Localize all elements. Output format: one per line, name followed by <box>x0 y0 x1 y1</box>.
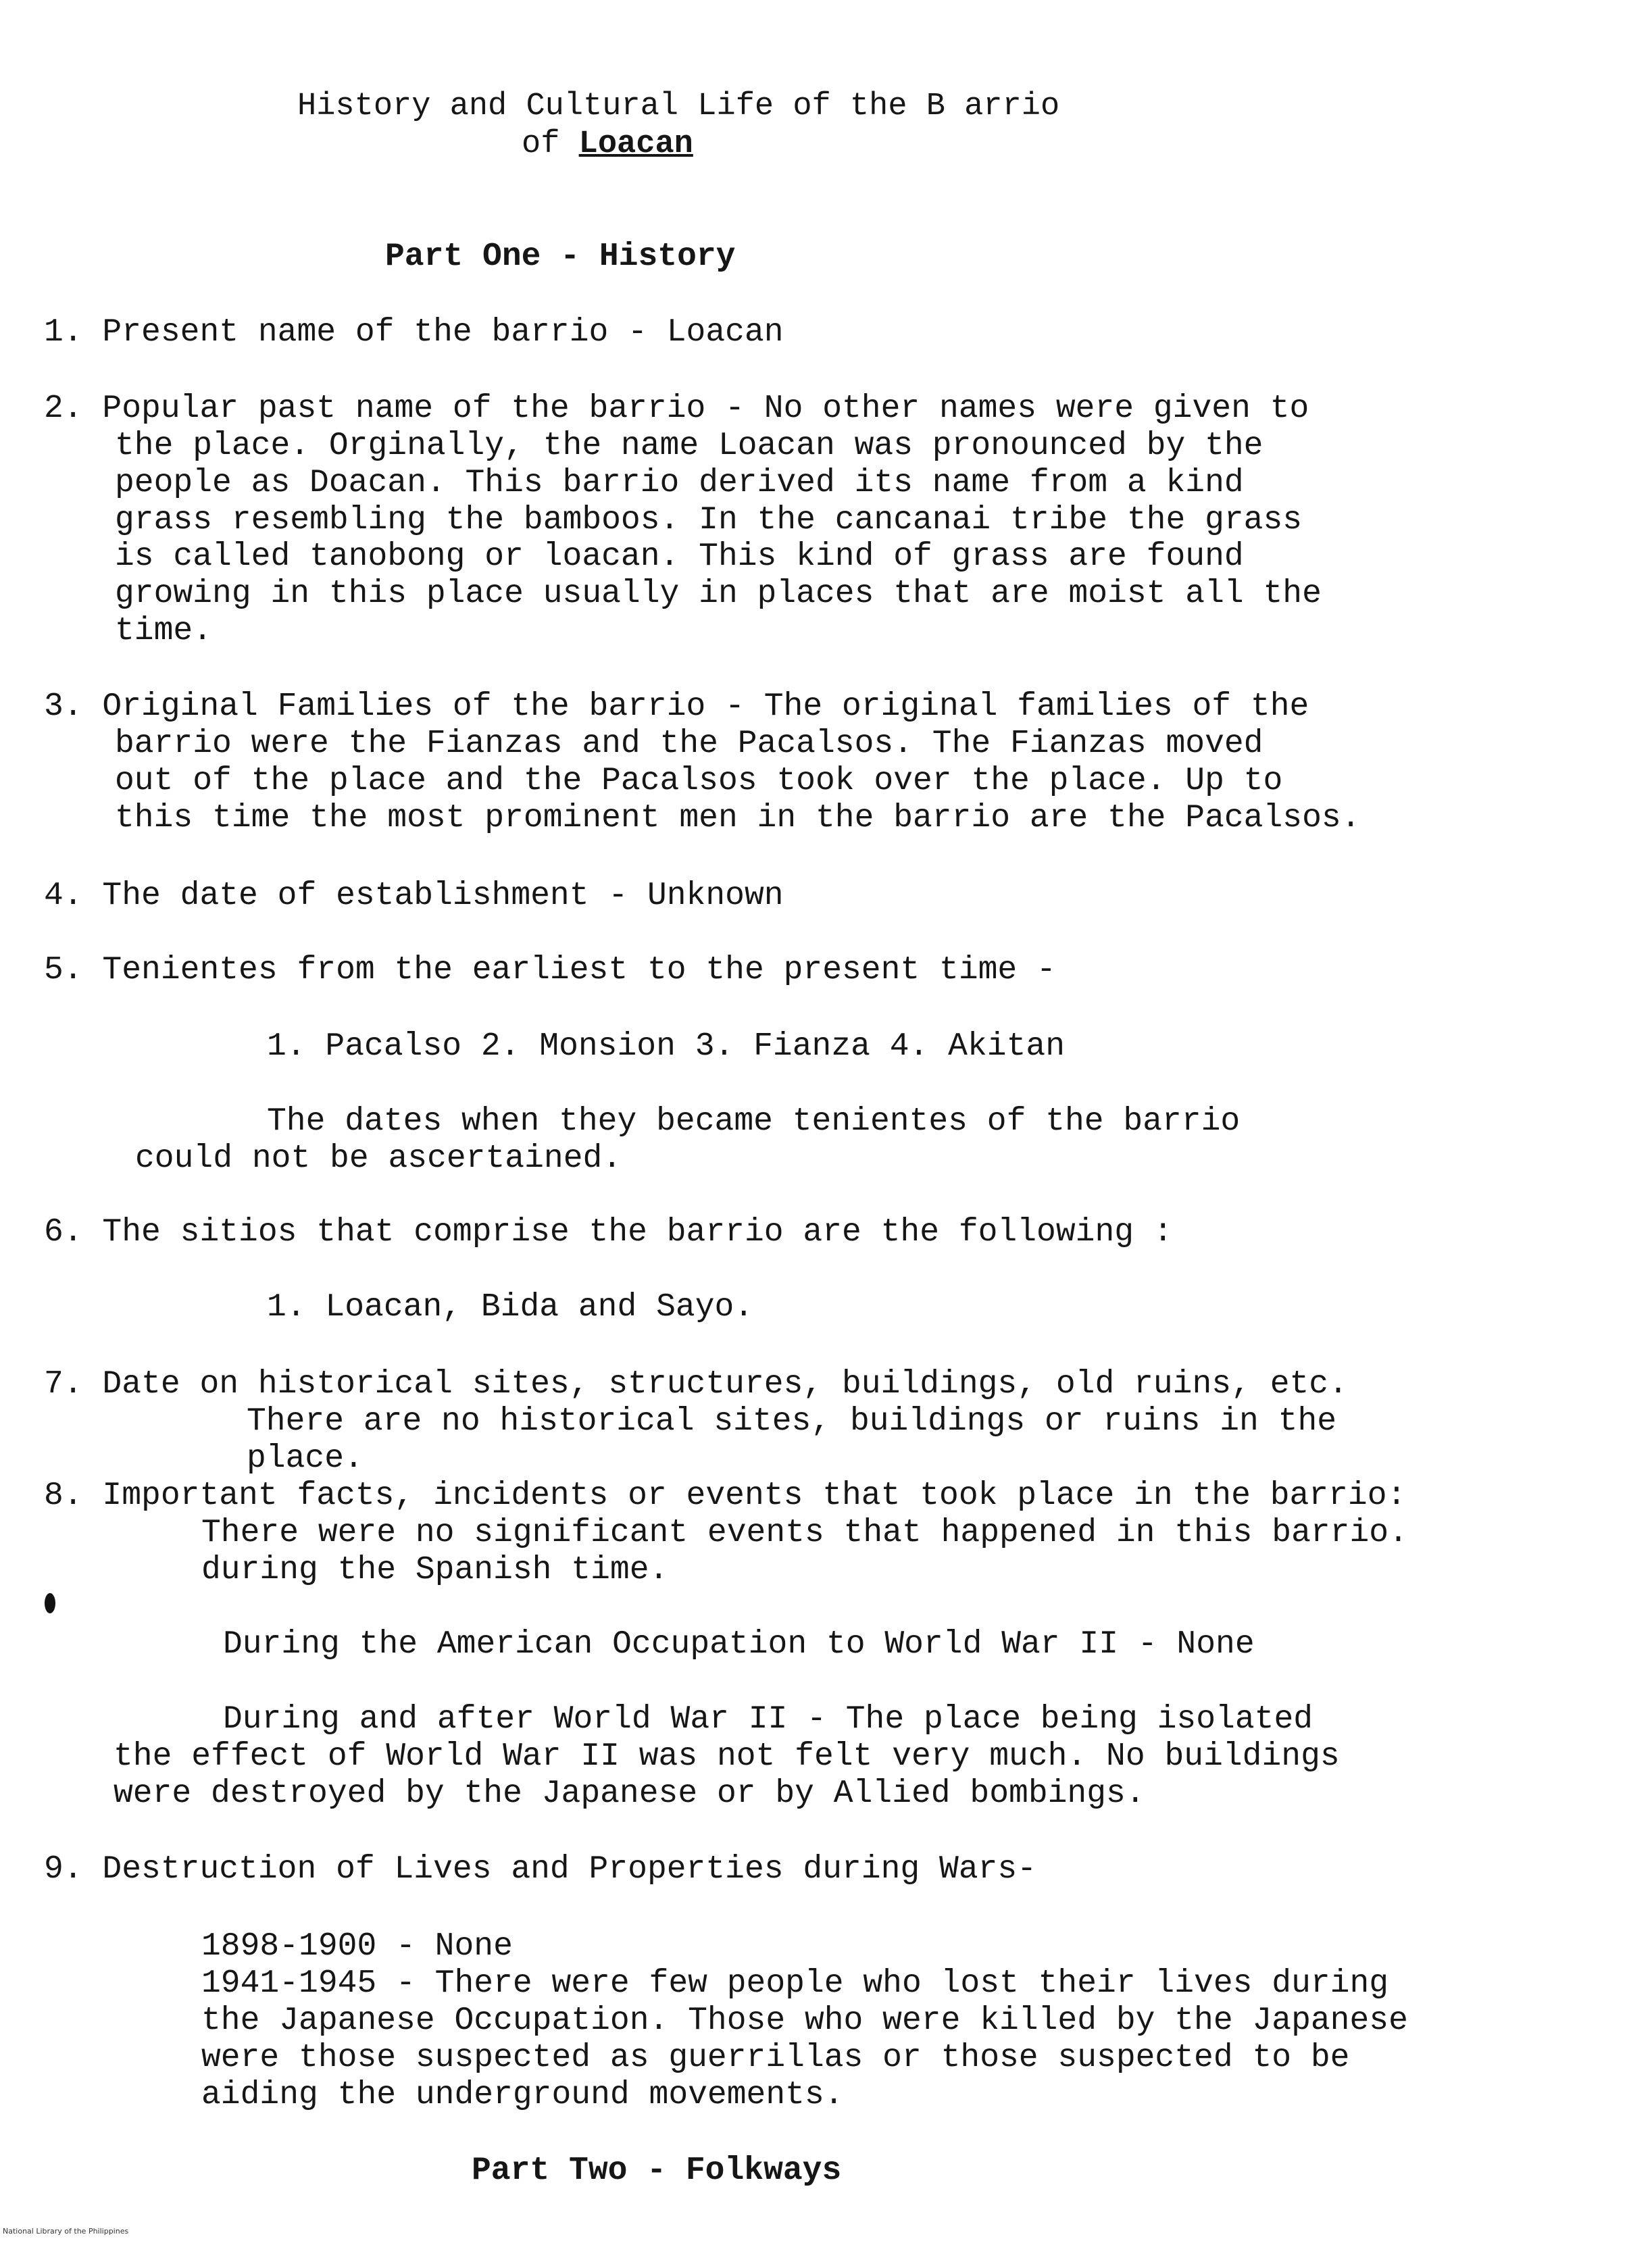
tenientes-note: could not be ascertained. <box>135 1140 622 1177</box>
wars-1941-line: the Japanese Occupation. Those who were killed by the Japanese <box>201 2003 1408 2039</box>
document-title: History and Cultural Life of the B arrio <box>297 89 1060 124</box>
item-7-line: 7. Date on historical sites, structures, buildings, old ruins, etc. <box>44 1366 1348 1403</box>
document-title-line2 <box>522 126 693 163</box>
ww2-line: were destroyed by the Japanese or by Allied bombings. <box>114 1776 1145 1812</box>
item-6: 6. The sitios that comprise the barrio are the following : <box>44 1214 1173 1251</box>
wars-1941-line: aiding the underground movements. <box>201 2077 844 2113</box>
library-footer: National Library of the Philippines <box>3 2227 129 2236</box>
item-7-line: place. <box>247 1440 364 1477</box>
tenientes-note: The dates when they became tenientes of the barrio <box>267 1103 1241 1140</box>
ww2-line: During and after World War II - The place being isolated <box>223 1701 1313 1738</box>
item-8-line: 8. Important facts, incidents or events that took place in the barrio: <box>44 1478 1407 1514</box>
item-3-line: 3. Original Families of the barrio - The original families of the <box>44 688 1309 725</box>
item-3-line: out of the place and the Pacalsos took over the place. Up to <box>115 763 1283 799</box>
part-two-heading: Part Two - Folkways <box>472 2152 842 2189</box>
item-2-line: growing in this place usually in places that are moist all the <box>115 576 1322 612</box>
item-3-line: barrio were the Fianzas and the Pacalsos. The Fianzas moved <box>115 726 1263 762</box>
wars-1898: 1898-1900 - None <box>201 1928 513 1965</box>
item-2-line: is called tanobong or loacan. This kind of grass are found <box>115 538 1244 575</box>
item-2-line: grass resembling the bamboos. In the cancanai tribe the grass <box>115 502 1303 538</box>
american-occupation: During the American Occupation to World War II - None <box>223 1626 1255 1663</box>
item-1: 1. Present name of the barrio - Loacan <box>44 314 784 351</box>
item-3-line: this time the most prominent men in the barrio are the Pacalsos. <box>115 800 1361 836</box>
item-8-line: There were no significant events that happened in this barrio. <box>201 1515 1408 1551</box>
item-2-line: people as Doacan. This barrio derived its name from a kind <box>115 465 1244 501</box>
item-4: 4. The date of establishment - Unknown <box>44 878 784 914</box>
wars-1941-line: 1941-1945 - There were few people who lost their lives during <box>201 1965 1389 2002</box>
part-one-heading: Part One - History <box>385 238 736 275</box>
ww2-line: the effect of World War II was not felt very much. No buildings <box>114 1738 1340 1775</box>
item-2-line: time. <box>115 613 213 649</box>
sitios-list: 1. Loacan, Bida and Sayo. <box>267 1289 754 1326</box>
barrio-name: Loacan <box>578 126 693 162</box>
item-7-line: There are no historical sites, buildings or ruins in the <box>247 1403 1337 1440</box>
item-2-line: 2. Popular past name of the barrio - No other names were given to <box>44 391 1309 427</box>
wars-1941-line: were those suspected as guerrillas or those suspected to be <box>201 2040 1350 2076</box>
ink-mark <box>45 1593 55 1613</box>
title-prefix: of <box>522 126 579 162</box>
item-5: 5. Tenientes from the earliest to the present time - <box>44 952 1056 988</box>
item-8-line: during the Spanish time. <box>201 1552 669 1588</box>
item-2-line: the place. Orginally, the name Loacan was pronounced by the <box>115 428 1263 464</box>
tenientes-list: 1. Pacalso 2. Monsion 3. Fianza 4. Akitan <box>267 1028 1065 1065</box>
item-9: 9. Destruction of Lives and Properties during Wars- <box>44 1851 1037 1888</box>
